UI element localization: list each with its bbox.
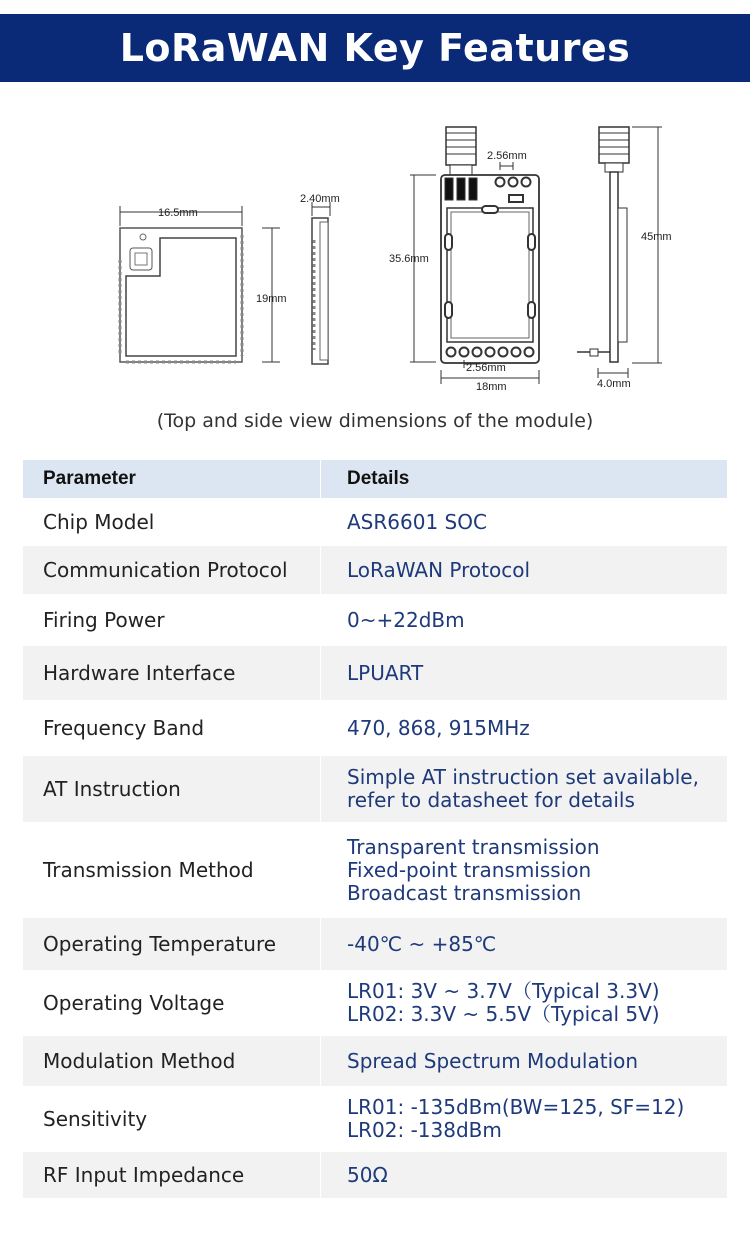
dim-board-width: 18mm [476, 381, 507, 393]
parameter-name: Chip Model [23, 498, 321, 546]
table-row [23, 594, 727, 646]
dim-total-height: 45mm [641, 231, 672, 243]
table-row [23, 822, 727, 918]
table-row [23, 1036, 727, 1086]
detail-line: LR01: 3V ~ 3.7V（Typical 3.3V) [347, 979, 660, 1003]
parameter-name: Operating Voltage [23, 970, 321, 1036]
parameter-details [321, 1036, 727, 1086]
features-table [23, 460, 727, 1198]
table-row [23, 756, 727, 822]
parameter-name: Modulation Method [23, 1036, 321, 1086]
parameter-details [321, 918, 727, 970]
detail-line: Broadcast transmission [347, 880, 582, 905]
detail-line: refer to datasheet for details [347, 788, 635, 812]
parameter-name: RF Input Impedance [23, 1152, 321, 1198]
page-title: LoRaWAN Key Features [119, 26, 631, 70]
smd-module-top-view [120, 228, 242, 362]
detail-line: LPUART [347, 660, 424, 685]
parameter-name: AT Instruction [23, 756, 321, 822]
detail-line: Simple AT instruction set available, [347, 765, 699, 789]
parameter-name: Transmission Method [23, 822, 321, 918]
table-row [23, 646, 727, 700]
parameter-details [321, 970, 727, 1036]
detail-line: 50Ω [347, 1162, 388, 1187]
parameter-details [321, 646, 727, 700]
dim-pin-pitch-bottom: 2.56mm [466, 362, 506, 374]
detail-line: Fixed-point transmission [347, 857, 592, 882]
parameter-name: Communication Protocol [23, 546, 321, 594]
parameter-details [321, 822, 727, 918]
detail-line: LoRaWAN Protocol [347, 557, 531, 582]
parameter-details [321, 1086, 727, 1152]
header-parameter: Parameter [23, 460, 321, 498]
dip-module-front-view [441, 127, 539, 363]
dim-side-depth: 4.0mm [597, 378, 631, 390]
parameter-name: Hardware Interface [23, 646, 321, 700]
detail-line: Transparent transmission [347, 834, 600, 859]
detail-line: Spread Spectrum Modulation [347, 1048, 639, 1073]
table-row [23, 918, 727, 970]
table-row [23, 1086, 727, 1152]
parameter-details [321, 756, 727, 822]
dim-board-height: 35.6mm [389, 253, 429, 265]
smd-module-side-view [312, 218, 328, 364]
page-title-banner [0, 14, 750, 82]
parameter-details [321, 700, 727, 756]
detail-line: LR02: 3.3V ~ 5.5V（Typical 5V) [347, 1002, 660, 1026]
parameter-details [321, 498, 727, 546]
detail-line: 0~+22dBm [347, 607, 465, 632]
dim-top-height: 19mm [256, 293, 287, 305]
detail-line: LR02: -138dBm [347, 1118, 502, 1142]
header-details: Details [347, 468, 410, 489]
parameter-name: Frequency Band [23, 700, 321, 756]
parameter-details [321, 546, 727, 594]
parameter-name: Firing Power [23, 594, 321, 646]
detail-line: -40℃ ~ +85℃ [347, 931, 497, 956]
dim-side-thickness: 2.40mm [300, 193, 340, 205]
module-dimension-drawing [0, 100, 750, 410]
drawing-caption: (Top and side view dimensions of the module) [156, 410, 594, 432]
table-header-row [23, 460, 727, 498]
detail-line: ASR6601 SOC [347, 509, 487, 534]
parameter-name: Sensitivity [23, 1086, 321, 1152]
detail-line: 470, 868, 915MHz [347, 715, 530, 740]
table-row [23, 700, 727, 756]
parameter-details [321, 1152, 727, 1198]
table-row [23, 498, 727, 546]
dim-pin-pitch-top: 2.56mm [487, 150, 527, 162]
parameter-details [321, 594, 727, 646]
parameter-name: Operating Temperature [23, 918, 321, 970]
detail-line: LR01: -135dBm(BW=125, SF=12) [347, 1095, 685, 1119]
dip-module-side-view [577, 127, 629, 362]
dim-top-width: 16.5mm [158, 207, 198, 219]
table-row [23, 1152, 727, 1198]
table-row [23, 970, 727, 1036]
table-row [23, 546, 727, 594]
